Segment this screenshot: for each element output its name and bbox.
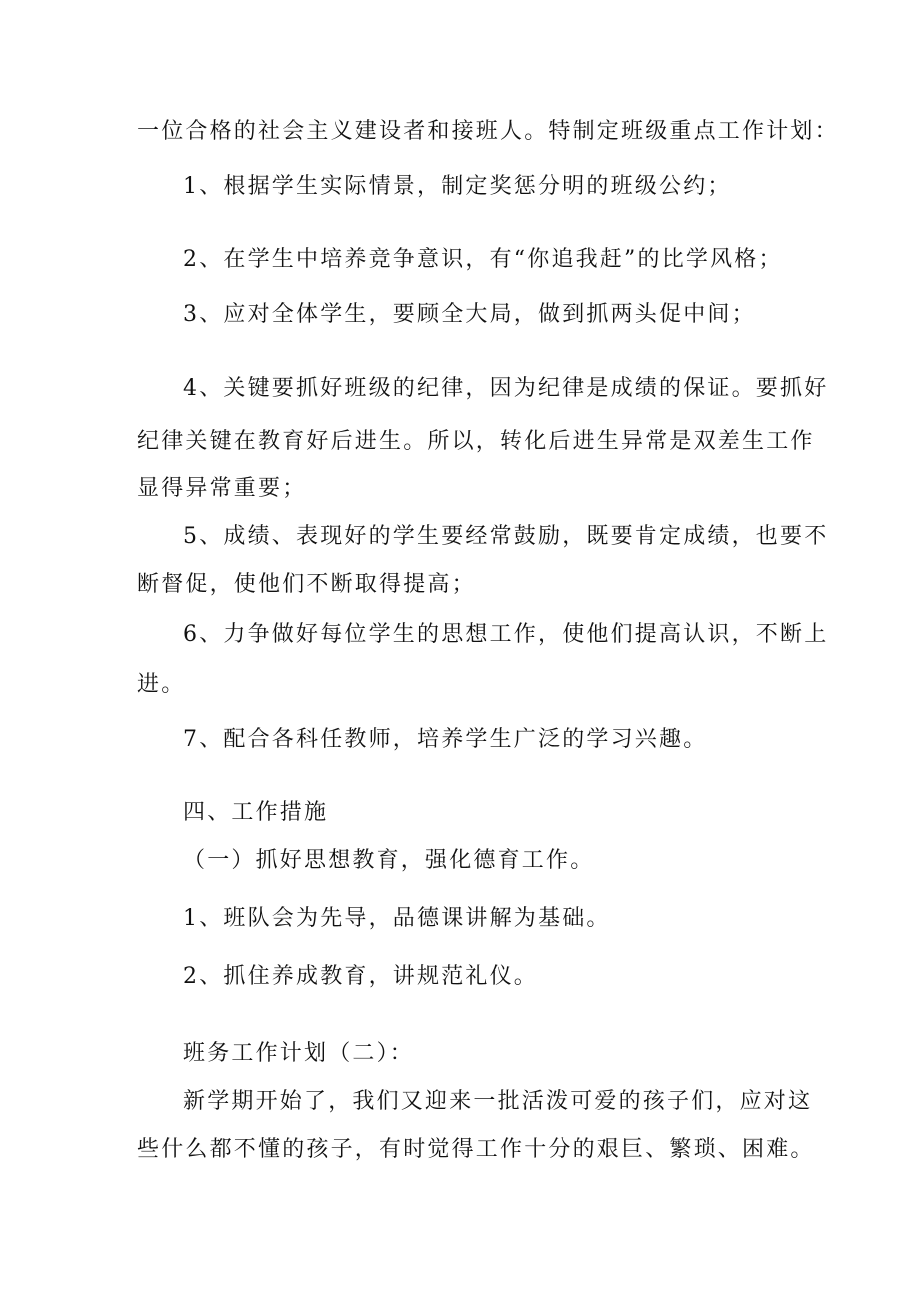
text-line: 新学期开始了，我们又迎来一批活泼可爱的孩子们，应对这 (183, 1089, 813, 1114)
section-heading: 班务工作计划（二）： (183, 1041, 415, 1066)
text-line: 3、应对全体学生，要顾全大局，做到抓两头促中间； (183, 302, 756, 327)
text-line: 进。 (137, 672, 186, 697)
text-line: 1、班队会为先导，品德课讲解为基础。 (183, 906, 611, 931)
text-line: 断督促，使他们不断取得提高； (137, 572, 476, 597)
text-line: 1、根据学生实际情景，制定奖惩分明的班级公约； (183, 174, 732, 199)
text-line: 5、成绩、表现好的学生要经常鼓励，既要肯定成绩，也要不 (183, 524, 829, 549)
text-line: 一位合格的社会主义建设者和接班人。特制定班级重点工作计划： (137, 119, 839, 144)
text-line: 7、配合各科任教师，培养学生广泛的学习兴趣。 (183, 727, 708, 752)
text-line: 2、在学生中培养竞争意识，有“你追我赶”的比学风格； (183, 247, 783, 272)
text-line: 6、力争做好每位学生的思想工作，使他们提高认识，不断上 (183, 622, 829, 647)
text-line: 4、关键要抓好班级的纪律，因为纪律是成绩的保证。要抓好 (183, 376, 829, 401)
text-line: 纪律关键在教育好后进生。所以，转化后进生异常是双差生工作 (137, 429, 815, 454)
text-line: 显得异常重要； (137, 476, 307, 501)
text-line: 2、抓住养成教育，讲规范礼仪。 (183, 964, 538, 989)
text-line: 些什么都不懂的孩子，有时觉得工作十分的艰巨、繁琐、困难。 (137, 1137, 815, 1162)
subsection-heading: （一）抓好思想教育，强化德育工作。 (183, 848, 595, 873)
section-heading: 四、工作措施 (183, 800, 329, 825)
